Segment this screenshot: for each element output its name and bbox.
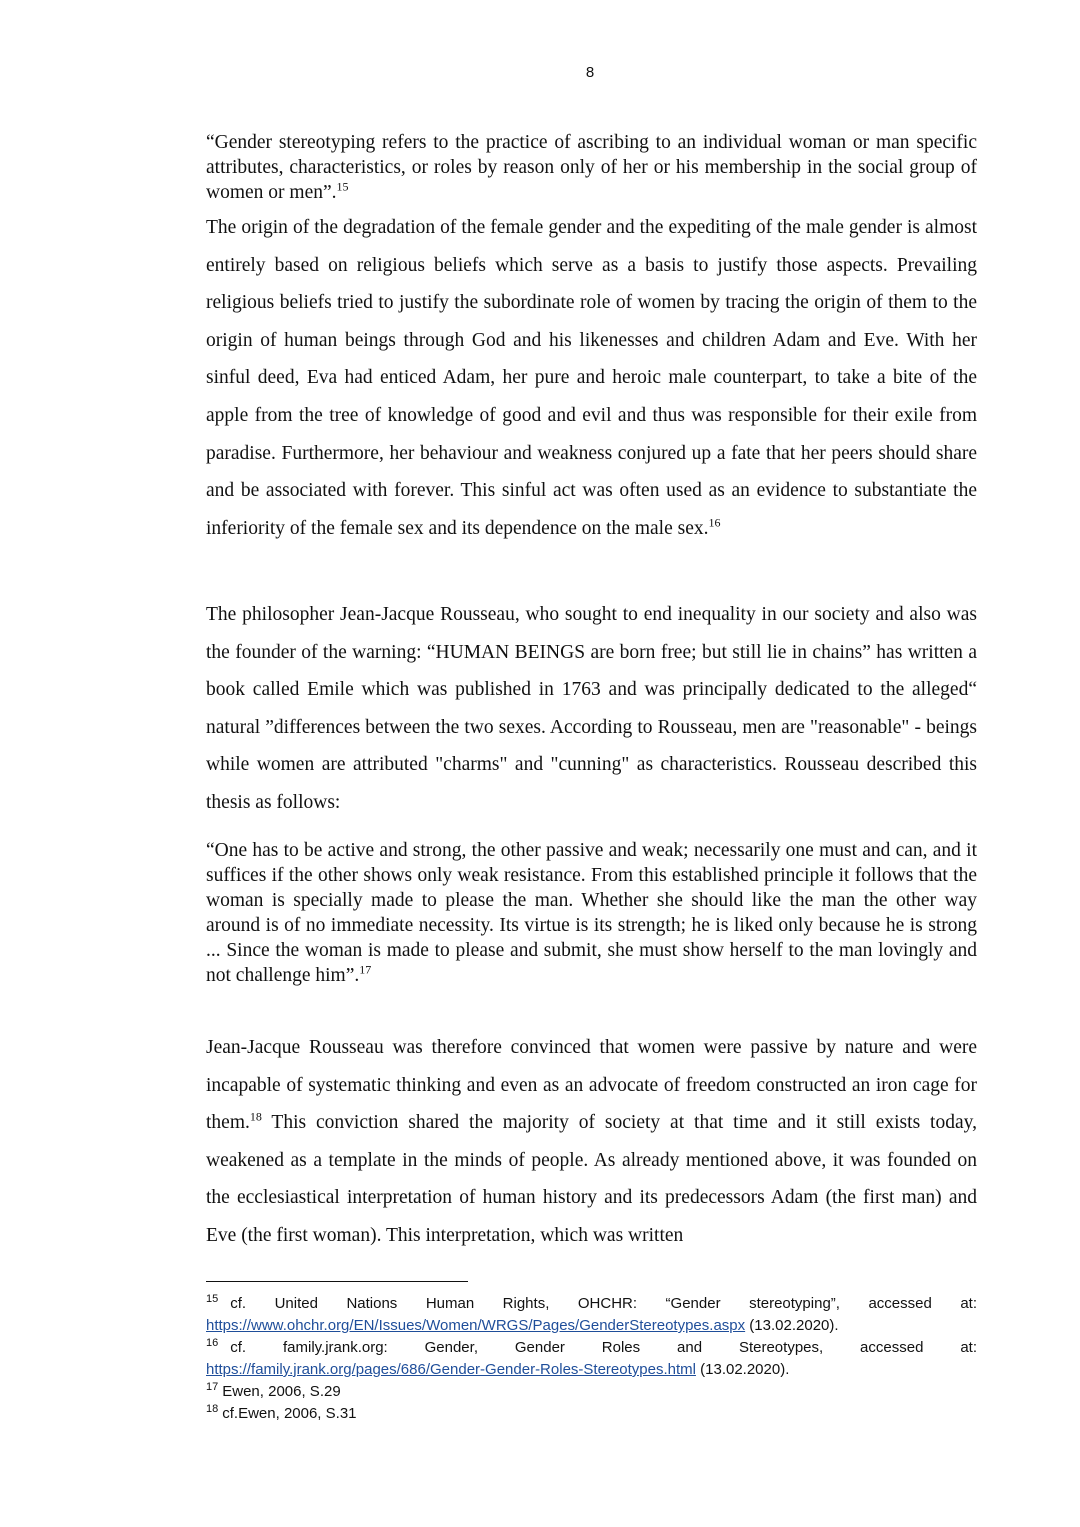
rousseau-quote: “One has to be active and strong, the other passive and weak; necessarily one must and can, and it suffices if the other shows only weak resistance. From this established principle it follows that the woman is specially made to please the man. Whether she should like the man the other way around is of no immediate necessity. Its virtue is its strength; he is liked only because he is strong ... Since the woman is made to please and submit, she must show herself to the man lovingly and not challenge him”.$^{17}$ [206,840,977,986]
footnote-ref-15[interactable]: 15 [336,179,349,194]
footnote-16: $^{16}$ cf. family.jrank.org: Gender, Gender Roles and Stereotypes, accessed at: [206,1337,977,1356]
footnote-16-link[interactable]: https://family.jrank.org/pages/686/Gender-Gender-Roles-Stereotypes.html [206,1361,696,1378]
footnote-16-link-line: https://family.jrank.org/pages/686/Gender-Gender-Roles-Stereotypes.html (13.02.2020). [206,1361,790,1378]
footnote-ref-17[interactable]: 17 [359,962,372,977]
footnote-17: $^{17}$ Ewen, 2006, S.29 [206,1381,341,1400]
footnote-separator [206,1281,468,1282]
footnotes [206,1293,977,1425]
footnote-ref-18[interactable]: 18 [249,1109,262,1124]
footnote-15: $^{15}$ cf. United Nations Human Rights, OHCHR: “Gender stereotyping”, accessed at: [206,1293,977,1312]
paragraph-religious-origin: The origin of the degradation of the female gender and the expediting of the male gender is almost entirely based on religious beliefs which serve as a basis to justify those aspects. Prevailing religious beliefs tried to justify the subordinate role of women by tracing the origin of them to the origin of human beings through God and his likenesses and children Adam and Eve. With her sinful deed, Eva had enticed Adam, her pure and heroic male counterpart, to take a bite of the apple from the tree of knowledge of good and evil and thus was responsible for their exile from paradise. Furthermore, her behaviour and weakness conjured up a fate that her peers should share and be associated with forever. This sinful act was often used as an evidence to substantiate the inferiority of the female sex and its dependence on the male sex.$^{16}$ [206,217,977,539]
footnote-ref-16[interactable]: 16 [708,515,721,530]
footnote-18: $^{18}$ cf.Ewen, 2006, S.31 [206,1403,357,1422]
footnote-15-link-line: https://www.ohchr.org/EN/Issues/Women/WRGS/Pages/GenderStereotypes.aspx (13.02.2020). [206,1317,839,1334]
paragraph-rousseau-conviction: Jean-Jacque Rousseau was therefore convinced that women were passive by nature and were incapable of systematic thinking and even as an advocate of freedom constructed an iron cage for them.$^{18}$ This conviction shared the majority of society at that time and it still exists today, weakened as a template in the minds of people. As already mentioned above, it was founded on the ecclesiastical interpretation of human history and its predecessors Adam (the first man) and Eve (the first woman). This interpretation, which was written [206,1037,977,1246]
page-number: 8 [585,64,595,81]
opening-quote: “Gender stereotyping refers to the practice of ascribing to an individual woman or man specific attributes, characteristics, or roles by reason only of her or his membership in the social group of women or men”.$^{15}$ [206,132,977,203]
paragraph-rousseau: The philosopher Jean-Jacque Rousseau, who sought to end inequality in our society and also was the founder of the warning: “HUMAN BEINGS are born free; but still lie in chains” has written a book called Emile which was published in 1763 and was principally dedicated to the alleged“ natural ”differences between the two sexes. According to Rousseau, men are "reasonable" - beings while women are attributed "charms" and "cunning" as characteristics. Rousseau described this thesis as follows: [206,604,977,813]
footnote-15-link[interactable]: https://www.ohchr.org/EN/Issues/Women/WRGS/Pages/GenderStereotypes.aspx [206,1317,746,1334]
